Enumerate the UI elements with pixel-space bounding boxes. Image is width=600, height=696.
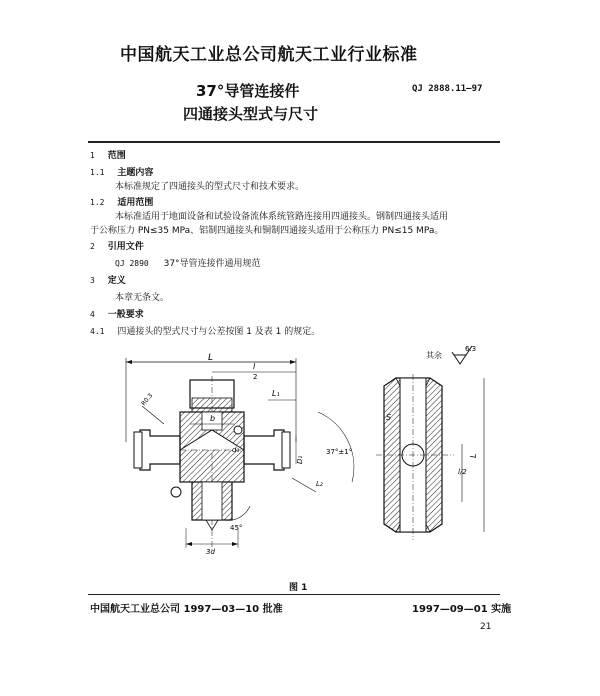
section-1-2-text-line2: 于公称压力 PN≤35 MPa、铝制四通接头和铜制四通接头适用于公称压力 PN≤15 MPa。	[90, 226, 444, 236]
reference-entry: QJ 2890 37°导管连接件通用规范	[115, 259, 261, 269]
footer-rule	[88, 594, 500, 595]
section-4-1-text: 4.1 四通接头的型式尺寸与公差按图 1 及表 1 的规定。	[90, 327, 321, 337]
label-b: b	[210, 414, 216, 423]
organization-header: 中国航天工业总公司航天工业行业标准	[120, 45, 418, 65]
cross-fitting-side-view	[366, 374, 496, 554]
label-d1: d₁	[232, 446, 240, 454]
label-D1: D₁	[296, 455, 304, 464]
section-4-heading: 4 一般要求	[90, 310, 144, 320]
document-title-line2: 四通接头型式与尺寸	[183, 105, 319, 123]
label-L1: L₁	[272, 389, 280, 398]
section-1-heading: 1 范围	[90, 151, 126, 161]
label-l: l	[253, 362, 256, 371]
svg-text:6.3: 6.3	[465, 345, 477, 353]
effective-date: 1997—09—01 实施	[412, 604, 512, 615]
roughness-note: 其余	[426, 351, 442, 360]
section-2-heading: 2 引用文件	[90, 242, 144, 252]
label-l-half: l/2	[458, 468, 467, 476]
label-S: S	[386, 413, 392, 422]
section-1-1-text: 本标准规定了四通接头的型式尺寸和技术要求。	[115, 182, 305, 192]
section-3-text: 本章无条文。	[115, 293, 170, 303]
label-R: R0.3	[140, 392, 155, 408]
approval-info: 中国航天工业总公司 1997—03—10 批准	[90, 604, 283, 615]
label-3d: 3d	[206, 548, 215, 556]
label-L-side: L	[469, 453, 478, 458]
document-title-line1: 37°导管连接件	[196, 82, 300, 100]
section-3-heading: 3 定义	[90, 276, 126, 286]
standard-number: QJ 2888.11—97	[412, 84, 483, 94]
label-angle-37: 37°±1°	[326, 448, 353, 456]
label-L2: L₂	[316, 480, 323, 488]
label-L: L	[208, 353, 214, 363]
roughness-symbol-icon	[448, 342, 488, 368]
label-angle-45: 45°	[230, 524, 243, 532]
figure-caption: 图 1	[289, 583, 308, 593]
label-2: 2	[253, 373, 258, 381]
page-number: 21	[480, 622, 492, 632]
section-1-2-heading: 1.2 适用范围	[90, 198, 154, 208]
header-rule	[88, 141, 500, 143]
section-1-2-text-line1: 本标准适用于地面设备和试验设备流体系统管路连接用四通接头。钢制四通接头适用	[115, 212, 449, 222]
section-1-1-heading: 1.1 主题内容	[90, 168, 154, 178]
cross-fitting-front-view	[120, 352, 360, 574]
